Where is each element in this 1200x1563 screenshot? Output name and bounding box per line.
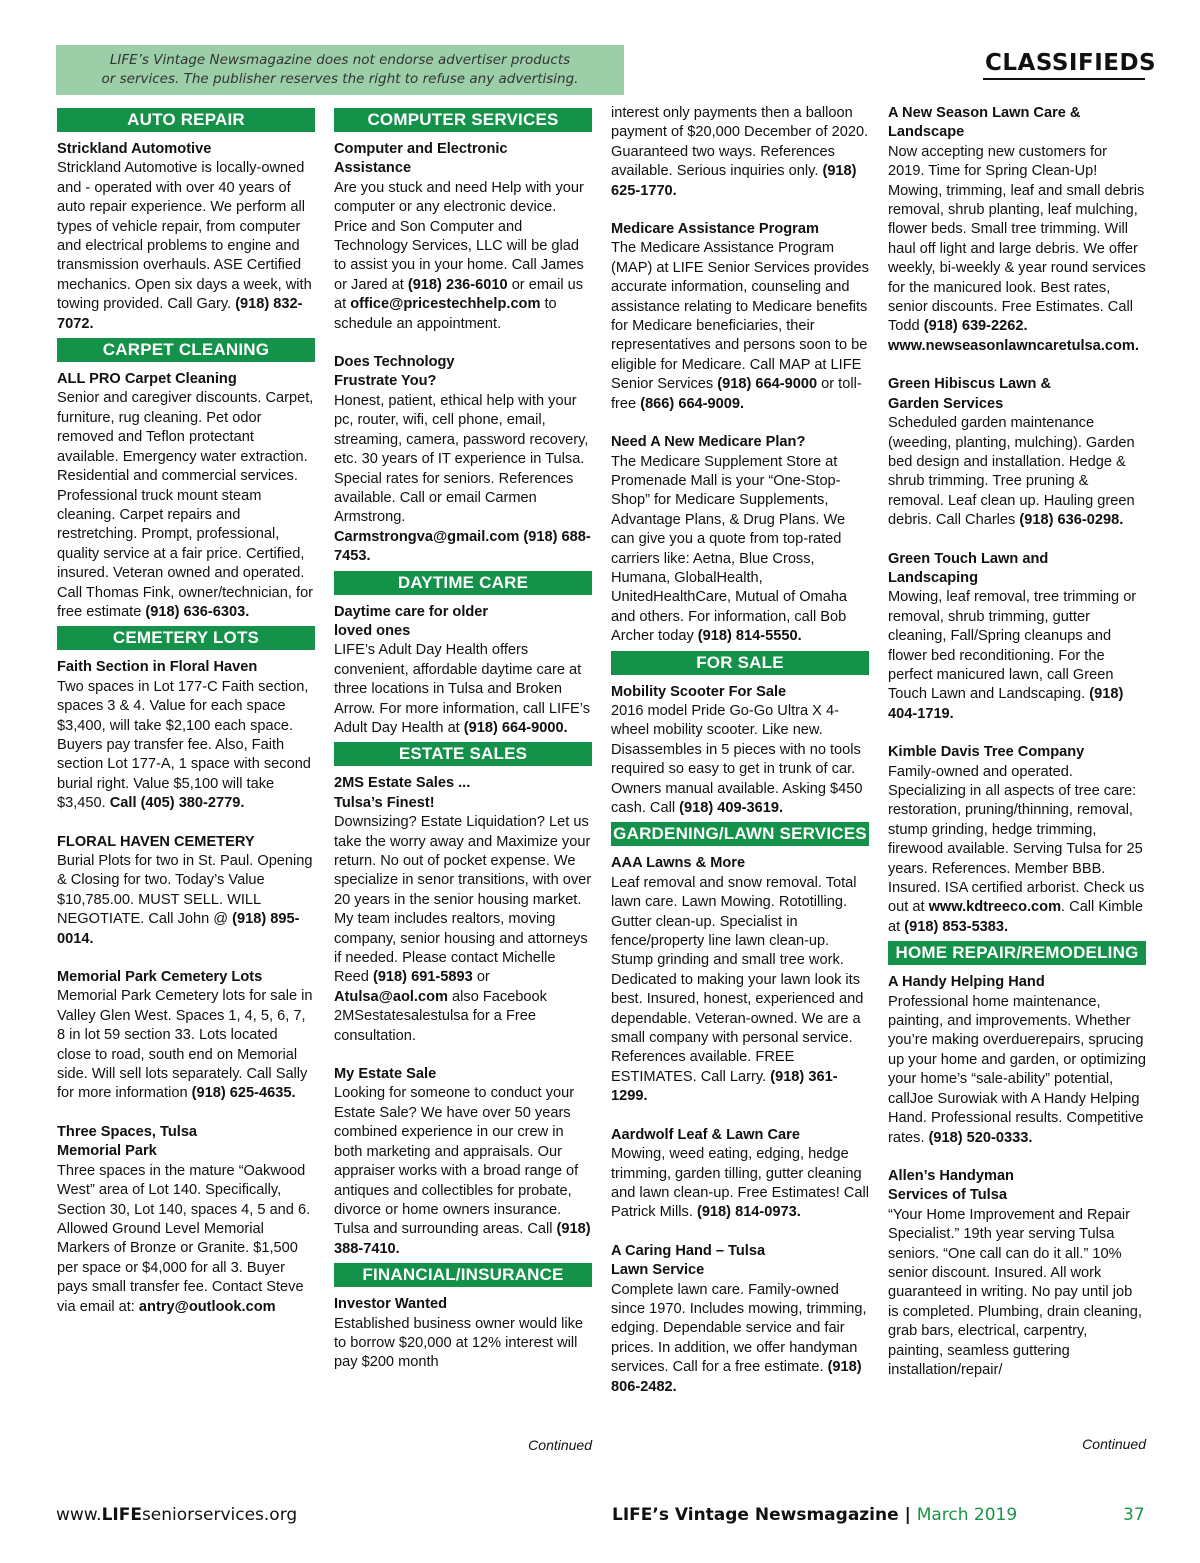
section-header: COMPUTER SERVICES xyxy=(334,108,592,132)
ad-title: A Handy Helping Hand xyxy=(888,974,1045,991)
classified-ad xyxy=(57,833,315,949)
ad-title: Medicare Assistance Program xyxy=(611,221,819,238)
classified-ad xyxy=(611,104,869,201)
footer-separator: | xyxy=(898,1505,917,1525)
ad-title: Green Touch Lawn and xyxy=(888,550,1049,567)
ad-text: Established business owner would like to borrow $20,000 at 12% interest will pay $200 month xyxy=(334,1315,584,1371)
ad-contact: (866) 664-9009. xyxy=(640,395,745,412)
ad-body xyxy=(611,453,869,647)
ad-title: Landscaping xyxy=(888,569,979,586)
footer-website-prefix: www. xyxy=(56,1505,102,1525)
ad-text: Are you stuck and need Help with your computer or any electronic device. Price and Son Computer and Technology Services, LLC will be glad to assist you in your home. Call James or Jared at xyxy=(334,179,584,293)
ad-title: Three Spaces, Tulsa xyxy=(57,1123,198,1140)
section-header: DAYTIME CARE xyxy=(334,571,592,595)
ad-contact: Carmstrongva@gmail.com (918) 688-7453. xyxy=(334,528,591,565)
classified-ad xyxy=(611,683,869,819)
footer-website-brand: LIFE xyxy=(101,1505,142,1525)
ad-text: Downsizing? Estate Liquidation? Let us take the worry away and Maximize your return. No out of pocket expense. We specialize in senor transitions, with over 20 years in the senior housing market. My team includes realtors, moving company, senior housing and attorneys if needed. Please contact Michelle Reed xyxy=(334,814,592,986)
ad-text: Now accepting new customers for 2019. Time for Spring Clean-Up! Mowing, trimming, leaf and small debris removal, shrub planting, leaf mulching, flower beds. Small tree trimming. Will haul off light and large debris. We offer weekly, bi-weekly & year round services for the manicured look. Best rates, senior discounts. Free Estimates. Call Todd xyxy=(888,143,1146,335)
ad-body xyxy=(57,389,315,622)
classified-ad xyxy=(57,370,315,622)
classified-ad xyxy=(611,1242,869,1397)
ad-body xyxy=(611,239,869,414)
disclaimer-banner xyxy=(56,45,624,95)
ad-body xyxy=(611,104,869,201)
ad-title: My Estate Sale xyxy=(334,1066,437,1083)
page-number: 37 xyxy=(1123,1505,1145,1525)
ad-text: Burial Plots for two in St. Paul. Opening & Closing for two. Today’s Value $10,785.00. MUST SELL. WILL NEGOTIATE. Call John @ xyxy=(57,853,313,928)
ad-text: or toll-free xyxy=(611,376,862,412)
classified-ad xyxy=(57,658,315,813)
column-2 xyxy=(334,104,592,1455)
ad-contact: (918) 636-0298. xyxy=(1019,512,1124,529)
classified-ad xyxy=(888,375,1146,530)
ad-text: also Facebook 2MSestatesalestulsa for a Free consultation. xyxy=(334,988,547,1044)
ad-text: Two spaces in Lot 177-C Faith section, spaces 3 & 4. Value for each space $3,400, will take $2,100 each space. Buyers pay transfer fee. Also, Faith section Lot 177-A, 1 space with second burial right. Value $5,100 will take $3,450. xyxy=(57,678,311,812)
classified-ad xyxy=(611,220,869,414)
classified-ad xyxy=(334,603,592,739)
ad-title: Allen’s Handyman xyxy=(888,1167,1014,1184)
column-3 xyxy=(611,104,869,1416)
page-title: CLASSIFIEDS xyxy=(985,50,1157,76)
ad-contact: office@pricestechhelp.com xyxy=(350,296,541,313)
section-header: FINANCIAL/INSURANCE xyxy=(334,1263,592,1287)
ad-contact: Call (405) 380-2779. xyxy=(109,795,245,812)
section-header: GARDENING/LAWN SERVICES xyxy=(611,822,869,846)
ad-body xyxy=(888,763,1146,938)
classified-ad xyxy=(57,140,315,334)
ad-title: Services of Tulsa xyxy=(888,1187,1007,1204)
ad-text: Professional home maintenance, painting, and improvements. Whether you’re making overduerepairs, sprucing up your home and garden, or optimizing your home’s “sale-ability” potential, callJoe Surowiak with A Handy Helping Hand. Professional results. Competitive rates. xyxy=(888,993,1146,1146)
ad-body xyxy=(57,1162,315,1317)
ad-title: A Caring Hand – Tulsa xyxy=(611,1242,766,1259)
ad-text: Complete lawn care. Family-owned since 1970. Includes mowing, trimming, edging. Dependable service and fair prices. In addition, we offer handyman services. Call for a free estimate. xyxy=(611,1281,867,1376)
ad-contact: (918) 806-2482. xyxy=(611,1359,862,1395)
ad-title: 2MS Estate Sales ... xyxy=(334,775,471,792)
ad-body xyxy=(57,987,315,1103)
ad-text: Honest, patient, ethical help with your pc, router, wifi, cell phone, email, streaming, camera, password recovery, etc. 30 years of IT experience in Tulsa. Special rates for seniors. References available. Call or email Carmen Armstrong. xyxy=(334,392,589,526)
footer-publication-name: LIFE’s Vintage Newsmagazine xyxy=(612,1505,899,1525)
ad-title: AAA Lawns & More xyxy=(611,855,746,872)
footer-website[interactable] xyxy=(56,1505,297,1525)
classified-ad xyxy=(888,104,1146,356)
footer-website-suffix: seniorservices.org xyxy=(141,1505,298,1525)
ad-body xyxy=(888,143,1146,356)
ad-body xyxy=(888,1206,1146,1381)
ad-contact: (918) 636-6303. xyxy=(145,603,250,620)
disclaimer-line: or services. The publisher reserves the right to refuse any advertising. xyxy=(101,71,579,87)
ad-body xyxy=(334,1315,592,1373)
ad-body xyxy=(888,588,1146,724)
ad-title: Lawn Service xyxy=(611,1262,705,1279)
classified-ad xyxy=(334,1065,592,1259)
section-header: AUTO REPAIR xyxy=(57,108,315,132)
ad-title: Memorial Park Cemetery Lots xyxy=(57,969,263,986)
ad-contact: (918) 625-4635. xyxy=(191,1085,296,1102)
ad-text: to schedule an appointment. xyxy=(334,296,557,332)
ad-title: Landscape xyxy=(888,124,965,141)
ad-body xyxy=(334,179,592,334)
ad-text: or xyxy=(472,969,490,986)
ad-text: Three spaces in the mature “Oakwood West” area of Lot 140. Specifically, Section 30, Lot 140, spaces 4, 5 and 6. Allowed Ground Level Memorial Markers of Bronze or Granite. $1,500 per space or $4,000 for all 3. Buyer pays small transfer fee. Contact Steve via email at: xyxy=(57,1162,311,1315)
classified-ad xyxy=(888,743,1146,937)
ad-body xyxy=(888,414,1146,530)
ad-title: Computer and Electronic xyxy=(334,141,508,157)
classified-ad xyxy=(334,1295,592,1373)
classified-ad xyxy=(888,1167,1146,1380)
classified-ad xyxy=(334,774,592,1046)
ad-title: Daytime care for older xyxy=(334,603,489,620)
ad-title: Investor Wanted xyxy=(334,1296,447,1313)
ad-contact: (918) 664-9000 xyxy=(717,376,818,393)
ad-text: Family-owned and operated. Specializing in all aspects of tree care: restoration, pruning/thinning, removal, stump grinding, hedge trimming, firewood available. Serving Tulsa for 25 years. References. Member BBB. Insured. ISA certified arborist. Check us out at xyxy=(888,763,1145,916)
ad-body xyxy=(611,1145,869,1223)
ad-body xyxy=(888,993,1146,1148)
ad-title: Aardwolf Leaf & Lawn Care xyxy=(611,1126,800,1143)
ad-body xyxy=(611,1281,869,1397)
ad-title: Kimble Davis Tree Company xyxy=(888,744,1085,761)
ad-contact: (918) 520-0333. xyxy=(928,1129,1033,1146)
ad-text: 2016 model Pride Go-Go Ultra X 4-wheel mobility scooter. Like new. Disassembles in 5 pieces with no tools required so easy to get in trunk of car. Owners manual available. Asking $450 cash. Call xyxy=(611,702,863,816)
disclaimer-line: LIFE’s Vintage Newsmagazine does not endorse advertiser products xyxy=(109,52,571,68)
section-header: FOR SALE xyxy=(611,651,869,675)
ad-body xyxy=(334,813,592,1046)
ad-text: interest only payments then a balloon payment of $20,000 December of 2020. Guaranteed two ways. References available. Serious inquiries only. xyxy=(611,105,869,180)
ad-title: Garden Services xyxy=(888,395,1004,412)
ad-contact: (918) 895-0014. xyxy=(57,911,300,947)
ad-title: Memorial Park xyxy=(57,1143,157,1160)
classified-ad xyxy=(611,854,869,1106)
ad-text: or email us at xyxy=(334,276,584,313)
section-header: CARPET CLEANING xyxy=(57,338,315,362)
ad-contact: (918) 236-6010 xyxy=(407,276,508,293)
classified-ad xyxy=(888,550,1146,725)
ad-body xyxy=(57,852,315,949)
ad-title: Green Hibiscus Lawn & xyxy=(888,376,1052,393)
ad-text: LIFE’s Adult Day Health offers convenient, affordable daytime care at three locations in Tulsa and Broken Arrow. For more information, call LIFE’s Adult Day Health at xyxy=(334,642,591,736)
ad-text: Strickland Automotive is locally-owned and - operated with over 40 years of auto repair experience. We perform all types of vehicle repair, from computer and electrical problems to engine and transmission overhauls. ASE Certified mechanics. Open six days a week, with towing provided. Call Gary. xyxy=(57,160,312,313)
section-header: HOME REPAIR/REMODELING xyxy=(888,941,1146,965)
ad-contact: www.kdtreeco.com xyxy=(928,899,1062,916)
continued-label: Continued xyxy=(1082,1436,1146,1453)
ad-contact: (918) 625-1770. xyxy=(611,163,857,199)
ad-contact: (918) 664-9000. xyxy=(463,719,568,736)
classified-ad xyxy=(334,353,592,566)
ad-body xyxy=(334,641,592,738)
section-header: CEMETERY LOTS xyxy=(57,626,315,650)
classified-ad xyxy=(57,968,315,1104)
ad-text: Scheduled garden maintenance (weeding, planting, mulching). Garden bed design and installation. Hedge & shrub trimming. Tree pruning & removal. Leaf clean up. Hauling green debris. Call Charles xyxy=(888,415,1135,529)
continued-label: Continued xyxy=(528,1436,592,1453)
ad-body xyxy=(334,392,592,567)
classified-ad xyxy=(334,140,592,334)
ad-title: Tulsa’s Finest! xyxy=(334,794,435,811)
ad-body xyxy=(611,874,869,1107)
ad-title: Need A New Medicare Plan? xyxy=(611,434,806,451)
ad-title: FLORAL HAVEN CEMETERY xyxy=(57,833,255,850)
ad-title: Mobility Scooter For Sale xyxy=(611,683,787,700)
classified-ad xyxy=(611,433,869,646)
classified-ad xyxy=(611,1126,869,1223)
ad-title: ALL PRO Carpet Cleaning xyxy=(57,371,237,388)
ad-text: The Medicare Supplement Store at Promenade Mall is your “One-Stop-Shop” for Medicare Supplements, Advantage Plans, & Drug Plans. We can give you a quote from top-rated carriers like: Aetna, Blue Cross, Humana, GlobalHealth, UnitedHealthCare, Mutual of Omaha and others. For information, call Bob Archer today xyxy=(611,453,848,645)
ad-title: Does Technology xyxy=(334,354,455,371)
ad-body xyxy=(57,678,315,814)
title-rule xyxy=(983,78,1145,80)
ad-text: Mowing, weed eating, edging, hedge trimming, garden tilling, gutter cleaning and lawn clean-up. Free Estimates! Call Patrick Mills. xyxy=(611,1146,869,1221)
column-1 xyxy=(57,104,315,1336)
ad-contact: (918) 814-0973. xyxy=(696,1204,801,1221)
ad-body xyxy=(611,702,869,818)
ad-contact: (918) 832-7072. xyxy=(57,296,303,332)
ad-text: Memorial Park Cemetery lots for sale in Valley Glen West. Spaces 1, 4, 5, 6, 7, 8 in lot 59 section 33. Lots located close to road, south end on Memorial side. Will sell lots separately. Call Sally for more information xyxy=(57,988,313,1102)
ad-contact: (918) 388-7410. xyxy=(334,1221,591,1257)
ad-contact: (918) 814-5550. xyxy=(697,628,802,645)
ad-contact: (918) 404-1719. xyxy=(888,686,1124,722)
ad-text: . Call Kimble at xyxy=(888,899,1143,935)
ad-title: A New Season Lawn Care & xyxy=(888,105,1081,121)
ad-contact: (918) 691-5893 xyxy=(372,969,473,986)
ad-title: Frustrate You? xyxy=(334,373,437,390)
ad-title: loved ones xyxy=(334,622,411,639)
ad-contact: (918) 409-3619. xyxy=(679,800,783,816)
column-4 xyxy=(888,104,1146,1455)
ad-text: Senior and caregiver discounts. Carpet, furniture, rug cleaning. Pet odor removed and Teflon protectant available. Emergency water extraction. Residential and commercial services. Professional truck mount steam cleaning. Carpet repairs and restretching. Prompt, professional, quality service at a fair price. Certified, insured. Veteran owned and operated. Call Thomas Fink, owner/technician, for free estimate xyxy=(57,390,314,620)
classified-ad xyxy=(888,973,1146,1148)
classified-ad xyxy=(57,1123,315,1317)
ad-text: “Your Home Improvement and Repair Specialist.” 19th year serving Tulsa seniors. “One call can do it all.” 10% senior discount. Insured. All work guaranteed in writing. No pay until job is completed. Plumbing, drain cleaning, grab bars, electrical, carpentry, painting, seamless guttering installation/repair/ xyxy=(888,1206,1142,1378)
ad-contact: (918) 361-1299. xyxy=(611,1068,838,1105)
ad-title: Strickland Automotive xyxy=(57,141,212,157)
ad-contact: antry@outlook.com xyxy=(138,1298,276,1315)
ad-text: Mowing, leaf removal, tree trimming or removal, shrub trimming, gutter cleaning, Fall/Spring cleanups and flower bed reconditioning. For the perfect manicured lawn, call Green Touch Lawn and Landscaping. xyxy=(888,589,1137,703)
ad-text: The Medicare Assistance Program (MAP) at LIFE Senior Services provides accurate information, counseling and assistance relating to Medicare benefits for Medicare beneficiaries, their representatives and persons soon to be eligible for Medicare. Call MAP at LIFE Senior Services xyxy=(611,240,869,393)
section-header: ESTATE SALES xyxy=(334,742,592,766)
footer-issue: March 2019 xyxy=(916,1505,1018,1525)
ad-title: Faith Section in Floral Haven xyxy=(57,659,258,676)
ad-contact: Atulsa@aol.com xyxy=(334,988,448,1005)
footer-publication xyxy=(612,1505,1017,1525)
ad-contact: (918) 853-5383. xyxy=(904,918,1009,935)
ad-text: Looking for someone to conduct your Estate Sale? We have over 50 years combined experience in our crew in both marketing and appraisals. Our appraiser works with a broad range of antiques and collectibles for probate, divorce or home owners insurance. Tulsa and surrounding areas. Call xyxy=(334,1085,579,1238)
ad-contact: (918) 639-2262. www.newseasonlawncaretulsa.com. xyxy=(888,318,1139,354)
ad-body xyxy=(57,159,315,334)
ad-body xyxy=(334,1084,592,1259)
ad-title: Assistance xyxy=(334,160,412,177)
ad-text: Leaf removal and snow removal. Total lawn care. Lawn Mowing. Rototilling. Gutter clean-up. Specialist in fence/property line lawn clean-up. Stump grinding and small tree work. Dedicated to making your lawn look its best. Insured, honest, experienced and dependable. Veteran-owned. We are a small company with personal service. References available. FREE ESTIMATES. Call Larry. xyxy=(611,874,864,1085)
